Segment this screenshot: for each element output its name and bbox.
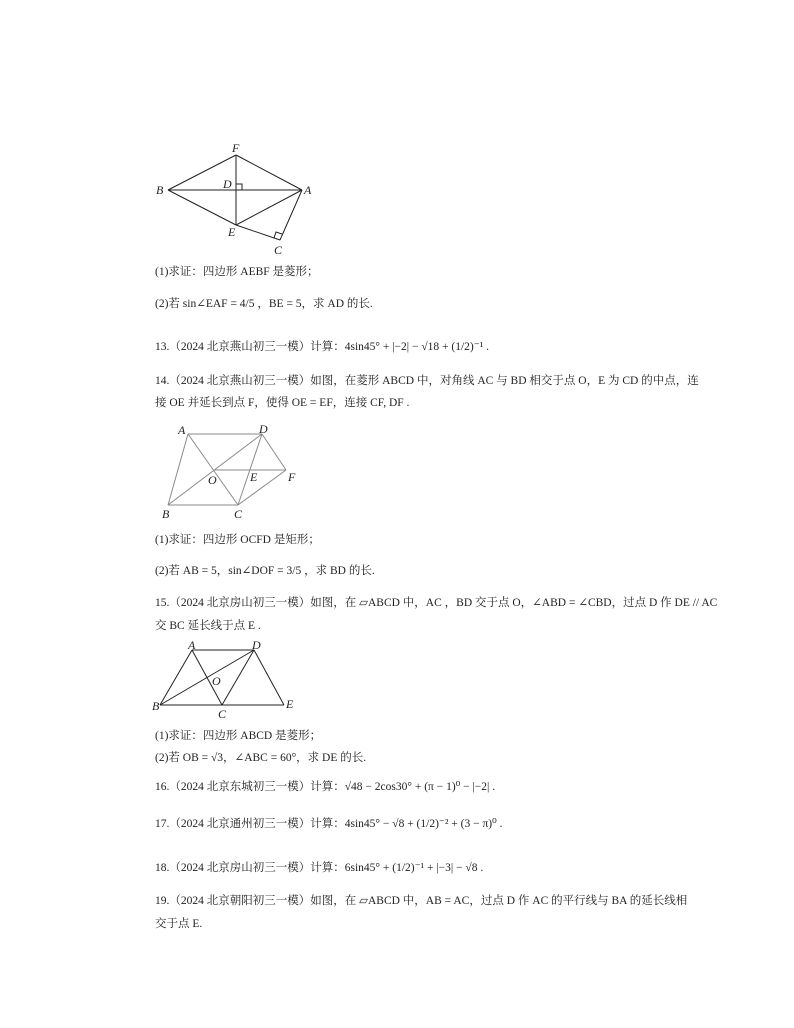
- label-f: F: [288, 470, 296, 484]
- right-angle-mark-d: [236, 184, 242, 190]
- label-a: A: [188, 640, 196, 652]
- label-d: D: [252, 640, 261, 652]
- label-d: D: [259, 422, 268, 436]
- question-14-part-1: (1)求证：四边形 OCFD 是矩形；: [155, 534, 320, 546]
- question-15-line-1: 15.（2024 北京房山初三一模）如图，在 ▱ABCD 中，AC ，BD 交于点 O，∠ABD = ∠CBD，过点 D 作 DE // AC: [155, 597, 718, 609]
- segment-df: [262, 434, 286, 470]
- question-14-part-2: (2)若 AB = 5，sin∠DOF = 3/5 ，求 BD 的长.: [155, 565, 375, 577]
- segment-dc: [222, 650, 254, 705]
- label-o: O: [212, 674, 221, 688]
- question-18: 18.（2024 北京房山初三一模）计算：6sin45° + (1/2)⁻¹ + |−3| − √8 .: [155, 862, 484, 874]
- question-14-line-2: 接 OE 并延长到点 F，使得 OE = EF，连接 CF, DF .: [155, 397, 410, 409]
- question-15-part-2: (2)若 OB = √3，∠ABC = 60°，求 DE 的长.: [155, 752, 367, 764]
- segment-ba: [168, 434, 188, 505]
- label-c: C: [218, 707, 227, 721]
- segment-ba: [160, 650, 192, 705]
- segment-fa: [236, 155, 302, 190]
- label-f: F: [232, 141, 240, 155]
- question-17: 17.（2024 北京通州初三一模）计算：4sin45° − √8 + (1/2)⁻² + (3 − π)⁰ .: [155, 818, 503, 830]
- label-c: C: [234, 507, 243, 521]
- question-12-part-1: (1)求证：四边形 AEBF 是菱形；: [155, 266, 319, 278]
- question-19-line-2: 交于点 E.: [155, 918, 203, 930]
- label-e: E: [286, 697, 294, 711]
- segment-ec: [236, 225, 280, 240]
- label-e: E: [228, 225, 236, 239]
- segment-cf: [238, 470, 286, 505]
- label-d: D: [223, 177, 232, 191]
- label-a: A: [304, 183, 312, 197]
- question-15-part-1: (1)求证：四边形 ABCD 是菱形；: [155, 730, 322, 742]
- question-15-line-2: 交 BC 延长线于点 E .: [155, 620, 261, 632]
- question-16: 16.（2024 北京东城初三一模）计算：√48 − 2cos30° + (π − 1)⁰ − |−2| .: [155, 781, 496, 793]
- segment-bd: [160, 650, 254, 705]
- figure-parallelogram-abcd-de: [150, 640, 305, 722]
- label-b: B: [156, 183, 164, 197]
- label-b: B: [162, 507, 170, 521]
- label-e: E: [250, 470, 258, 484]
- figure-rhombus-aebf: [150, 140, 320, 260]
- label-c: C: [274, 243, 283, 257]
- question-19-line-1: 19.（2024 北京朝阳初三一模）如图，在 ▱ABCD 中，AB = AC，过点 D 作 AC 的平行线与 BA 的延长线相: [155, 895, 688, 907]
- segment-ca: [280, 190, 302, 240]
- question-14-line-1: 14.（2024 北京燕山初三一模）如图，在菱形 ABCD 中，对角线 AC 与 BD 相交于点 O，E 为 CD 的中点，连: [155, 375, 699, 387]
- figure-rhombus-abcd-ocfd: [158, 422, 308, 522]
- label-a: A: [178, 423, 186, 437]
- question-13: 13.（2024 北京燕山初三一模）计算：4sin45° + |−2| − √18 + (1/2)⁻¹ .: [155, 341, 489, 353]
- segment-eb: [168, 190, 236, 225]
- segment-de: [254, 650, 284, 705]
- label-o: O: [208, 473, 217, 487]
- question-12-part-2: (2)若 sin∠EAF = 4/5 ，BE = 5，求 AD 的长.: [155, 298, 373, 310]
- label-b: B: [152, 699, 160, 713]
- segment-ae: [236, 190, 302, 225]
